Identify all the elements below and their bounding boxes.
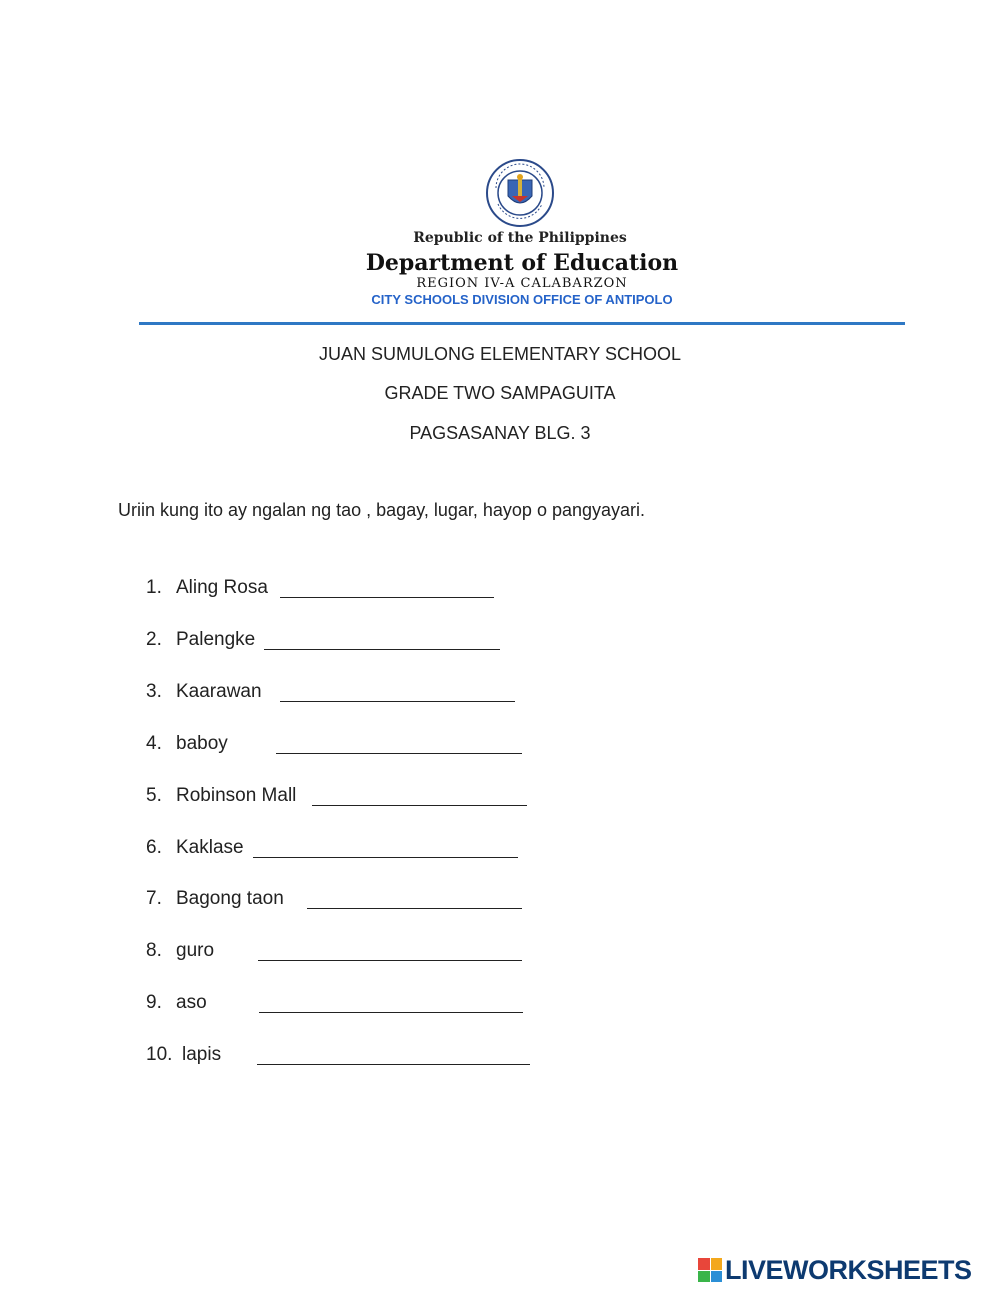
liveworksheets-logo-icon (698, 1258, 722, 1282)
item-text: Bagong taon (176, 888, 284, 909)
item-number: 9. (146, 992, 162, 1013)
item-number: 3. (146, 681, 162, 702)
region-label: REGION IV-A CALABARZON (416, 276, 628, 291)
list-item (146, 681, 262, 705)
school-name: JUAN SUMULONG ELEMENTARY SCHOOL (318, 344, 682, 364)
division-label: CITY SCHOOLS DIVISION OFFICE OF ANTIPOLO (371, 292, 673, 307)
brand-name: LIVEWORKSHEETS (725, 1254, 972, 1285)
answer-blank[interactable] (259, 1012, 523, 1013)
answer-blank[interactable] (257, 1064, 530, 1065)
exercise-title: PAGSASANAY BLG. 3 (409, 423, 591, 443)
grade-section: GRADE TWO SAMPAGUITA (384, 383, 616, 403)
item-number: 5. (146, 785, 162, 806)
answer-blank[interactable] (280, 597, 494, 598)
department-title: Department of Education (365, 250, 679, 276)
item-number: 7. (146, 888, 162, 909)
list-item (146, 1044, 221, 1068)
answer-blank[interactable] (264, 649, 500, 650)
list-item (146, 992, 207, 1016)
list-item (146, 837, 244, 861)
item-number: 1. (146, 577, 162, 598)
item-number: 8. (146, 940, 162, 961)
list-item (146, 940, 214, 964)
answer-blank[interactable] (312, 805, 527, 806)
item-text: Kaarawan (176, 681, 262, 702)
answer-blank[interactable] (276, 753, 522, 754)
item-text: Aling Rosa (176, 577, 268, 598)
instructions: Uriin kung ito ay ngalan ng tao , bagay, lugar, hayop o pangyayari. (118, 500, 646, 520)
item-text: Kaklase (176, 837, 244, 858)
republic-label: Republic of the Philippines (413, 230, 627, 246)
item-text: Robinson Mall (176, 785, 297, 806)
item-text: baboy (176, 733, 228, 754)
list-item (146, 577, 268, 601)
list-item (146, 888, 284, 912)
list-item (146, 629, 255, 653)
item-number: 10. (146, 1044, 173, 1065)
item-number: 2. (146, 629, 162, 650)
answer-blank[interactable] (280, 701, 515, 702)
answer-blank[interactable] (253, 857, 518, 858)
item-number: 4. (146, 733, 162, 754)
list-item (146, 785, 296, 809)
answer-blank[interactable] (307, 908, 522, 909)
liveworksheets-brand[interactable] (698, 1253, 972, 1287)
item-number: 6. (146, 837, 162, 858)
item-text: guro (176, 940, 215, 961)
item-text: aso (176, 992, 207, 1013)
item-text: lapis (182, 1044, 222, 1065)
header-divider (139, 322, 905, 325)
answer-blank[interactable] (258, 960, 522, 961)
list-item (146, 733, 228, 757)
deped-seal-logo (472, 158, 568, 228)
item-text: Palengke (176, 629, 256, 650)
